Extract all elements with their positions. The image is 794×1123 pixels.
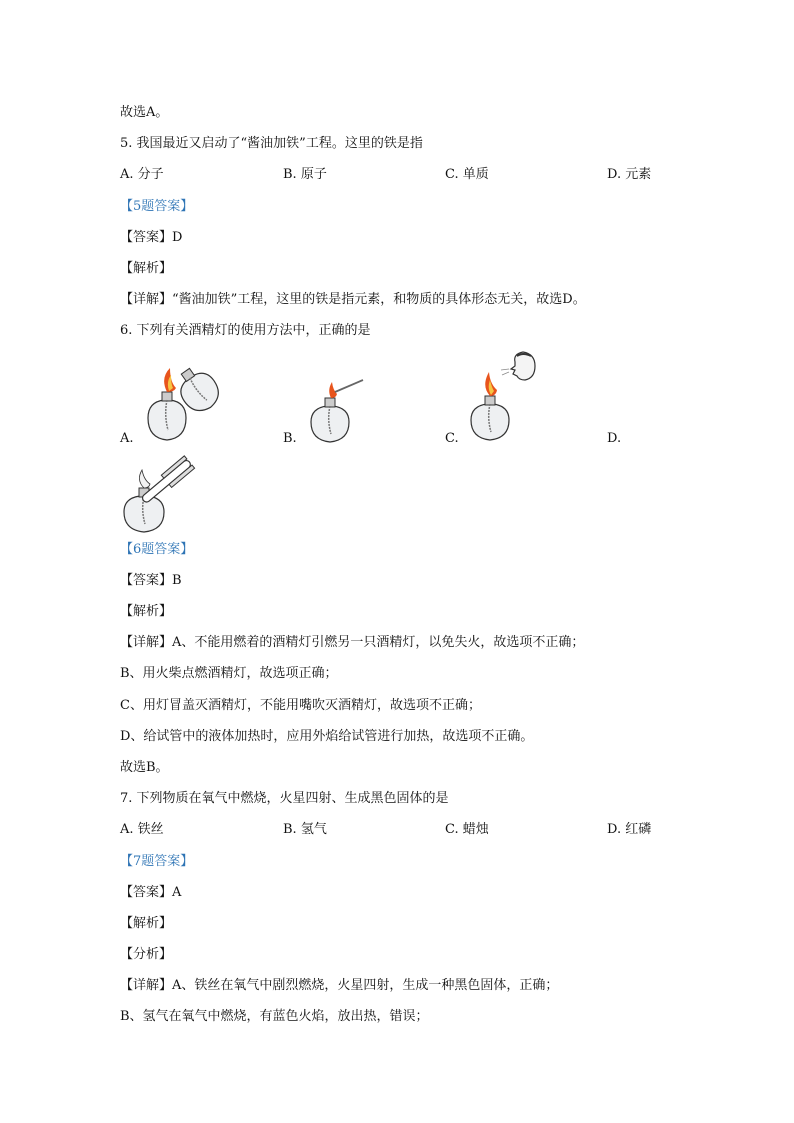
q6-analysis: 【解析】 [120,604,173,619]
q7-option-b: B. 氢气 [283,822,327,837]
q6-detail-b: B、用火柴点燃酒精灯，故选项正确； [120,666,338,681]
q6-answer-header: 【6题答案】 [120,542,194,557]
q7-detail-a: 【详解】A、铁丝在氧气中剧烈燃烧，火星四射，生成一种黑色固体，正确； [120,978,559,993]
q5-option-c: C. 单质 [445,167,489,182]
lamp-lighting-from-another-lamp-icon [140,360,230,445]
q6-detail-c: C、用灯冒盖灭酒精灯，不能用嘴吹灭酒精灯，故选项不正确； [120,698,481,713]
q7-detail-b: B、氢气在氧气中燃烧，有蓝色火焰，放出热，错误； [120,1009,429,1024]
lamp-heating-test-tube-icon [118,450,213,535]
q6-option-b-label: B. [283,431,297,446]
q5-stem: 5. 我国最近又启动了“酱油加铁”工程。这里的铁是指 [120,136,423,151]
q7-analysis: 【解析】 [120,916,173,931]
lamp-blown-out-by-mouth-icon [465,350,540,445]
q6-answer: 【答案】B [120,573,182,588]
lamp-lit-with-match-icon [305,378,375,446]
q7-option-d: D. 红磷 [607,822,652,837]
q6-detail-a: 【详解】A、不能用燃着的酒精灯引燃另一只酒精灯，以免失火，故选项不正确； [120,635,585,650]
q7-answer-header: 【7题答案】 [120,854,194,869]
q6-stem: 6. 下列有关酒精灯的使用方法中，正确的是 [120,323,371,338]
q5-detail: 【详解】“酱油加铁”工程，这里的铁是指元素，和物质的具体形态无关，故选D。 [120,292,586,307]
q6-option-d-label: D. [607,431,622,446]
q5-option-d: D. 元素 [607,167,652,182]
q5-analysis: 【解析】 [120,261,173,276]
q5-answer-header: 【5题答案】 [120,199,194,214]
q5-option-b: B. 原子 [283,167,327,182]
q6-option-a-label: A. [120,431,134,446]
q7-analysis-note: 【分析】 [120,947,173,962]
q6-conclusion: 故选B。 [120,760,169,775]
q5-option-a: A. 分子 [120,167,164,182]
q7-stem: 7. 下列物质在氧气中燃烧，火星四射、生成黑色固体的是 [120,791,449,806]
q7-option-a: A. 铁丝 [120,822,164,837]
q4-conclusion: 故选A。 [120,105,169,120]
q5-answer: 【答案】D [120,230,183,245]
q7-option-c: C. 蜡烛 [445,822,489,837]
q7-answer: 【答案】A [120,885,182,900]
q6-option-c-label: C. [445,431,459,446]
q6-detail-d: D、给试管中的液体加热时，应用外焰给试管进行加热，故选项不正确。 [120,729,534,744]
